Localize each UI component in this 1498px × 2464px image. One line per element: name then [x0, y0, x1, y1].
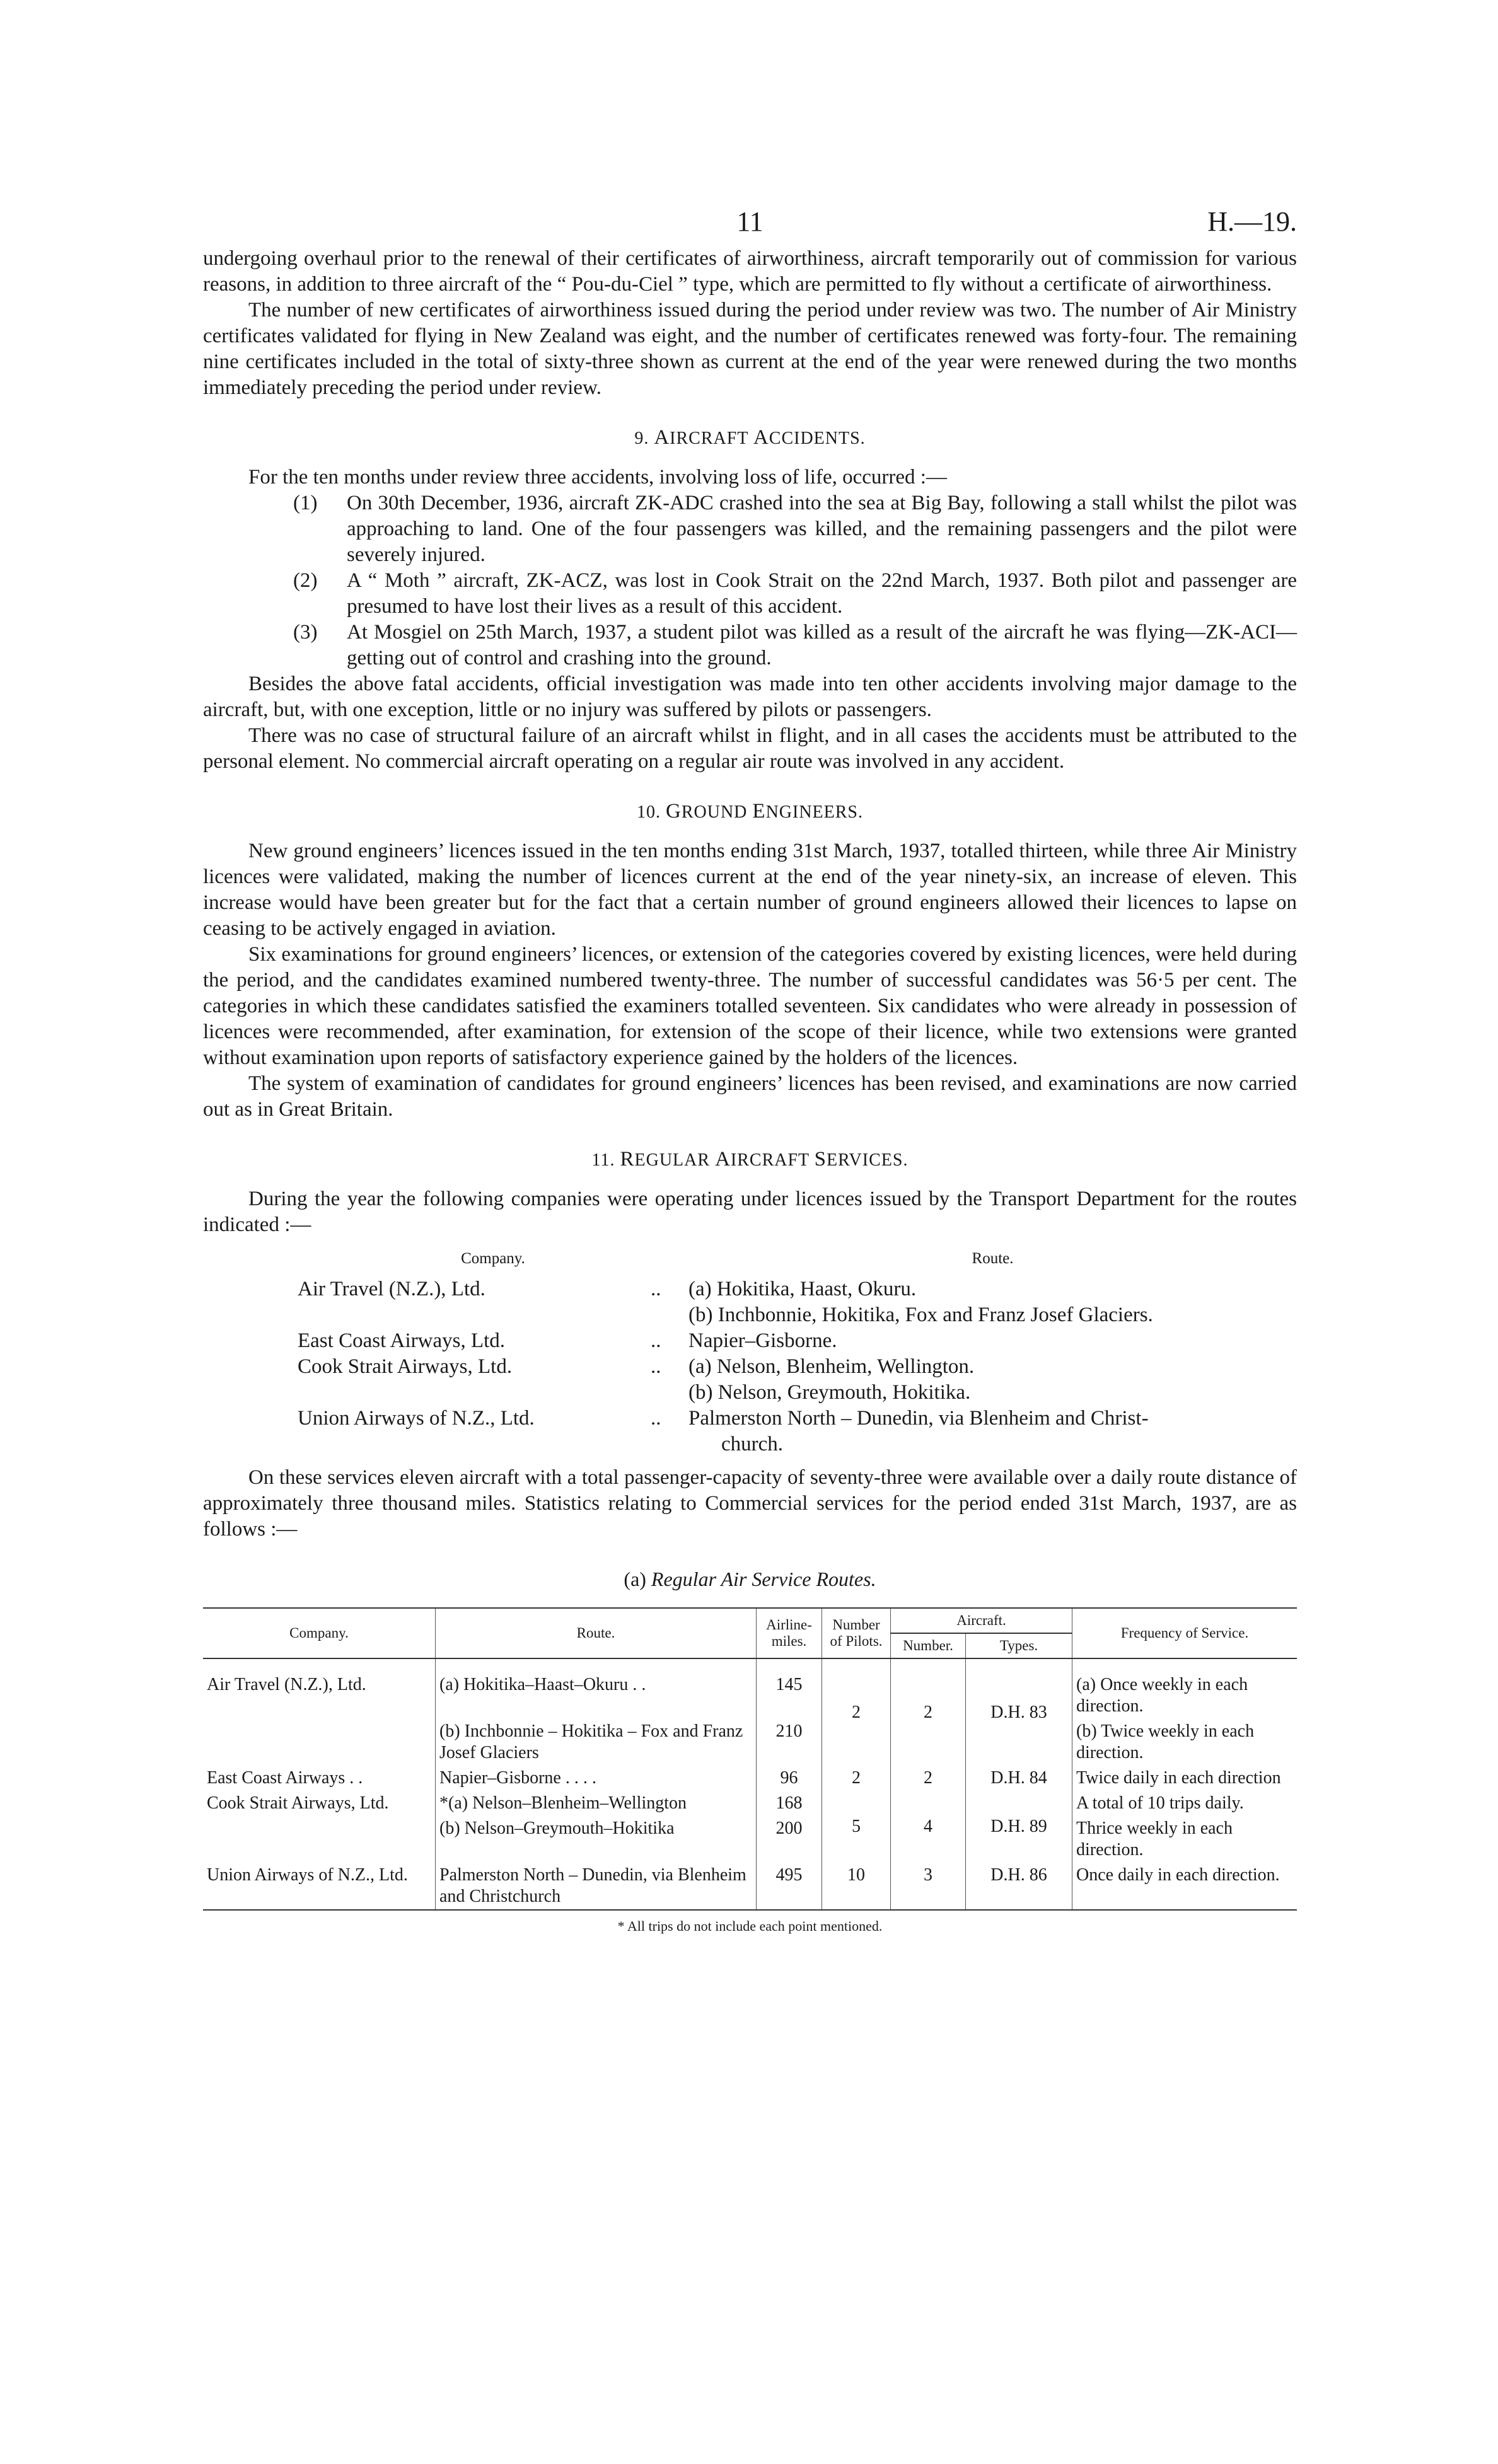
route-text: Palmerston North – Dunedin, via Blenheim and Christ- [688, 1407, 1149, 1430]
accident-item-label: (2) [293, 569, 318, 592]
th-route: Route. [436, 1608, 757, 1658]
section-10-heading: 10. GROUND ENGINEERS. [636, 800, 864, 823]
route-text: Napier–Gisborne. [688, 1329, 837, 1352]
cell-frequency: Once daily in each direction. [1072, 1863, 1298, 1910]
cell-frequency: Thrice weekly in each direction. [1072, 1816, 1298, 1863]
table-caption-label: (a) [624, 1568, 646, 1590]
cell-aircraft-number: 2 [891, 1658, 966, 1766]
section-10-paragraph-1: New ground engineers’ licences issued in the ten months ending 31st March, 1937, totalled thirteen, while three Air Ministry licences were validated, making the number of licences current at the end of the year ninety-six, an increase of eleven. This increase would have been greater but for the fact that a certain number of ground engineers allowed their licences to lapse on ceasing to be actively engaged in aviation. [203, 840, 1297, 940]
route-text-continued: church. [721, 1433, 784, 1455]
cell-aircraft-types: D.H. 89 [966, 1791, 1072, 1863]
cell-company: Cook Strait Airways, Ltd. [207, 1793, 389, 1813]
th-pilots: Number of Pilots. [822, 1608, 891, 1658]
route-row [298, 1276, 1297, 1302]
cell-aircraft-number: 4 [891, 1791, 966, 1863]
accident-item-text: At Mosgiel on 25th March, 1937, a student pilot was killed as a result of the aircraft he was flying—ZK-ACI—getting out of control and crashing into the ground. [347, 621, 1297, 669]
table-footnote: * All trips do not include each point mentioned. [617, 1918, 883, 1934]
document-reference: H.—19. [1207, 206, 1297, 237]
accident-item [293, 568, 1297, 620]
intro-paragraph-2: The number of new certificates of airworthiness issued during the period under review was two. The number of Air Ministry certificates validated for flying in New Zealand was eight, and the number of certificates renewed was forty-four. The remaining nine certificates included in the total of sixty-three shown as current at the end of the year were renewed during the two months immediately preceding the period under review. [203, 299, 1297, 399]
routes-header-route: Route. [972, 1250, 1014, 1267]
cell-aircraft-types: D.H. 86 [966, 1863, 1072, 1910]
section-11-lead: During the year the following companies were operating under licences issued by the Transport Department for the routes indicated :— [203, 1188, 1297, 1236]
th-company: Company. [203, 1608, 436, 1658]
cell-miles: 495 [757, 1863, 822, 1910]
route-company [298, 1380, 651, 1406]
section-10-paragraph-2: Six examinations for ground engineers’ licences, or extension of the categories covered by existing licences, were held during the period, and the candidates examined numbered twenty-three. The number of successful candidates was 56·5 per cent. The categories in which these candidates satisfied the examiners totalled seventeen. Six candidates who were already in possession of licences were recommended, after examination, for extension of the scope of their licence, while two extensions were granted without examination upon reports of satisfactory experience gained by the holders of the licences. [203, 943, 1297, 1069]
cell-miles: 145 [757, 1658, 822, 1719]
th-frequency: Frequency of Service. [1072, 1608, 1298, 1658]
accident-item [293, 620, 1297, 671]
routes-header-company: Company. [461, 1250, 525, 1267]
cell-route: *(a) Nelson–Blenheim–Wellington [436, 1791, 757, 1816]
cell-aircraft-number: 3 [891, 1863, 966, 1910]
accident-item [293, 490, 1297, 568]
route-row [298, 1354, 1297, 1380]
leader-dots: .. [651, 1355, 661, 1378]
cell-pilots: 2 [822, 1766, 891, 1791]
cell-pilots: 5 [822, 1791, 891, 1863]
cell-miles: 168 [757, 1791, 822, 1816]
route-row [298, 1380, 1297, 1406]
regular-air-service-table [203, 1607, 1297, 1911]
page-header [203, 189, 1297, 246]
th-aircraft: Aircraft. [891, 1608, 1072, 1633]
th-aircraft-types: Types. [966, 1633, 1072, 1658]
cell-miles: 210 [757, 1719, 822, 1766]
routes-header [298, 1246, 1297, 1271]
cell-aircraft-types: D.H. 83 [966, 1658, 1072, 1766]
cell-route: (b) Nelson–Greymouth–Hokitika [436, 1816, 757, 1863]
cell-frequency: A total of 10 trips daily. [1072, 1791, 1298, 1816]
route-text: (b) Nelson, Greymouth, Hokitika. [688, 1381, 971, 1404]
accident-item-text: On 30th December, 1936, aircraft ZK-ADC crashed into the sea at Big Bay, following a stall whilst the pilot was approaching to land. One of the four passengers was killed, and the remaining passengers and the pilot were severely injured. [347, 492, 1297, 566]
cell-aircraft-types: D.H. 84 [966, 1766, 1072, 1791]
cell-route: Palmerston North – Dunedin, via Blenheim and Christchurch [436, 1863, 757, 1910]
route-row [298, 1406, 1297, 1457]
cell-aircraft-number: 2 [891, 1766, 966, 1791]
cell-route: (a) Hokitika–Haast–Okuru . . [436, 1658, 757, 1719]
section-9-paragraph-1: Besides the above fatal accidents, official investigation was made into ten other accidents involving major damage to the aircraft, but, with one exception, little or no injury was suffered by pilots or passengers. [203, 673, 1297, 721]
cell-route: (b) Inchbonnie – Hokitika – Fox and Franz Josef Glaciers [436, 1719, 757, 1766]
section-9-number: 9. [634, 429, 649, 448]
cell-pilots: 10 [822, 1863, 891, 1910]
leader-dots: .. [651, 1329, 661, 1352]
table-row [203, 1658, 1297, 1719]
th-miles: Airline-miles. [757, 1608, 822, 1658]
route-row [298, 1328, 1297, 1354]
th-aircraft-number: Number. [891, 1633, 966, 1658]
route-row [298, 1302, 1297, 1328]
section-11-heading: 11. REGULAR AIRCRAFT SERVICES. [591, 1148, 909, 1171]
accident-item-text: A “ Moth ” aircraft, ZK-ACZ, was lost in Cook Strait on the 22nd March, 1937. Both pilot and passenger are presumed to have lost their lives as a result of this accident. [347, 569, 1297, 618]
document-page [203, 189, 1297, 1935]
section-10-number: 10. [636, 802, 661, 822]
intro-paragraph-1: undergoing overhaul prior to the renewal of their certificates of airworthiness, aircraft temporarily out of commission for various reasons, in addition to three aircraft of the “ Pou-du-Ciel ” type, which are permitted to fly without a certificate of airworthiness. [203, 247, 1297, 296]
route-company: East Coast Airways, Ltd. [298, 1329, 506, 1352]
cell-company: Union Airways of N.Z., Ltd. [203, 1863, 436, 1910]
cell-pilots: 2 [822, 1658, 891, 1766]
route-company [298, 1302, 651, 1328]
route-text: (b) Inchbonnie, Hokitika, Fox and Franz Josef Glaciers. [688, 1304, 1153, 1326]
section-9-lead: For the ten months under review three accidents, involving loss of life, occurred :— [248, 466, 947, 489]
section-9-heading: 9. AIRCRAFT ACCIDENTS. [634, 426, 866, 449]
cell-miles: 96 [757, 1766, 822, 1791]
route-text: (a) Nelson, Blenheim, Wellington. [688, 1355, 975, 1378]
cell-frequency: Twice daily in each direction [1072, 1766, 1298, 1791]
table-caption [203, 1568, 1297, 1591]
section-11-number: 11. [591, 1150, 615, 1170]
table-row [203, 1766, 1297, 1791]
route-company: Cook Strait Airways, Ltd. [298, 1355, 513, 1378]
table-row [203, 1791, 1297, 1816]
licensed-routes-list [298, 1246, 1297, 1457]
cell-company: East Coast Airways . . [207, 1768, 363, 1788]
route-company: Union Airways of N.Z., Ltd. [298, 1407, 535, 1430]
route-text: (a) Hokitika, Haast, Okuru. [688, 1278, 917, 1300]
accident-item-label: (3) [293, 621, 318, 644]
section-9-paragraph-2: There was no case of structural failure of an aircraft whilst in flight, and in all cases the accidents must be attributed to the personal element. No commercial aircraft operating on a regular air route was involved in any accident. [203, 724, 1297, 773]
table-row [203, 1863, 1297, 1910]
table-caption-title: Regular Air Service Routes. [651, 1568, 876, 1590]
leader-dots: .. [651, 1407, 661, 1430]
section-11-paragraph: On these services eleven aircraft with a total passenger-capacity of seventy-three were available over a daily route distance of approximately three thousand miles. Statistics relating to Commercial services for the period ended 31st March, 1937, are as follows :— [203, 1466, 1297, 1541]
cell-route: Napier–Gisborne . . . . [436, 1766, 757, 1791]
page-number: 11 [736, 206, 764, 237]
leader-dots: .. [651, 1278, 661, 1300]
section-10-paragraph-3: The system of examination of candidates for ground engineers’ licences has been revised, and examinations are now carried out as in Great Britain. [203, 1072, 1297, 1121]
accident-list [293, 490, 1297, 671]
route-company: Air Travel (N.Z.), Ltd. [298, 1278, 485, 1300]
accident-item-label: (1) [293, 492, 318, 514]
cell-miles: 200 [757, 1816, 822, 1863]
cell-frequency: (b) Twice weekly in each direction. [1072, 1719, 1298, 1766]
cell-company: Air Travel (N.Z.), Ltd. [207, 1675, 366, 1694]
cell-frequency: (a) Once weekly in each direction. [1072, 1658, 1298, 1719]
